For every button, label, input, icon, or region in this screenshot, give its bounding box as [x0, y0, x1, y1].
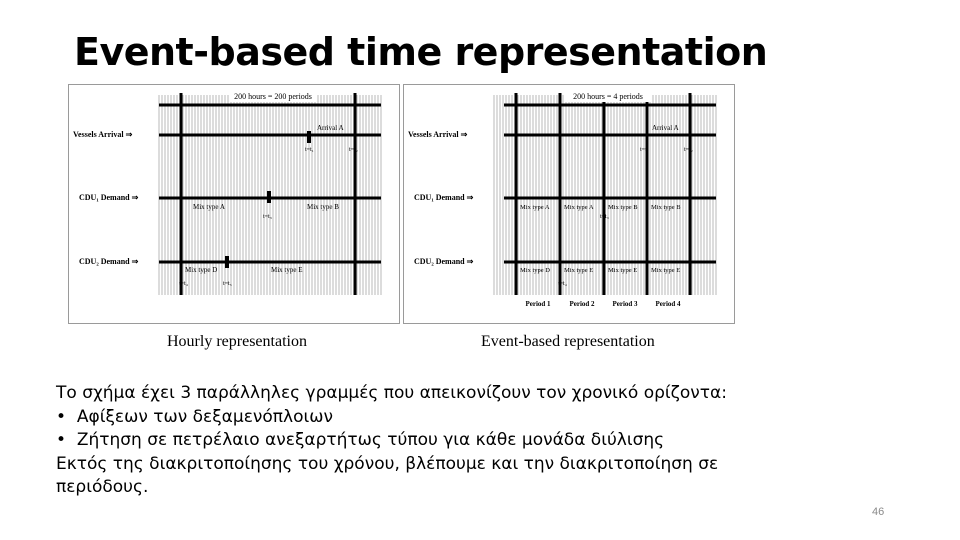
mix-label-p1: Mix type D	[520, 267, 550, 274]
mix-label-p4: Mix type B	[651, 204, 681, 211]
vessels-arrival-label: Vessels Arrival ⇒	[408, 130, 468, 139]
t4-label: t=t₄	[558, 281, 567, 287]
period-2-label: Period 2	[569, 300, 595, 308]
t1-label: t=t₁	[640, 147, 649, 153]
slide-number: 46	[872, 506, 885, 518]
slide-body	[56, 382, 856, 500]
cdu2-demand-label: CDU₂ Demand ⇒	[414, 257, 474, 266]
intro-text: Το σχήμα έχει 3 παράλληλες γραμμές που απεικονίζουν τον χρονικό ορίζοντα:	[56, 383, 727, 403]
t5-label: t=t₅	[223, 281, 232, 287]
t2-label: t=t₂	[349, 147, 358, 153]
cdu2-marker	[225, 256, 229, 268]
mix-label-p3: Mix type B	[608, 204, 638, 211]
mix-type-b-label: Mix type B	[307, 203, 339, 211]
t3-label: t=t₃	[263, 214, 272, 220]
t4-label: t=t₄	[179, 281, 188, 287]
bullet-item: • Ζήτηση σε πετρέλαιο ανεξαρτήτως τύπου για κάθε μονάδα διύλισης	[56, 430, 665, 450]
mix-label-p4: Mix type E	[651, 267, 681, 274]
mix-type-d-label: Mix type D	[185, 266, 218, 274]
t1-label: t=t₁	[305, 147, 314, 153]
arrival-marker	[307, 131, 311, 143]
hourly-diagram	[69, 85, 399, 323]
period-1-label: Period 1	[525, 300, 551, 308]
top-label: 200 hours = 200 periods	[234, 92, 312, 101]
t3-label: t=t₃	[600, 214, 609, 220]
period-3-label: Period 3	[612, 300, 638, 308]
event-based-representation-figure	[403, 84, 735, 324]
hourly-representation-figure	[68, 84, 400, 324]
conclusion-line-1: Εκτός της διακριτοποίησης του χρόνου, βλέπουμε και την διακριτοποίηση σε	[56, 453, 719, 474]
event-based-diagram	[404, 85, 734, 323]
cdu1-demand-label: CDU₁ Demand ⇒	[414, 193, 474, 202]
mix-label-p2: Mix type A	[564, 204, 594, 211]
mix-label-p1: Mix type A	[520, 204, 550, 211]
event-based-caption: Event-based representation	[481, 333, 655, 350]
arrival-a-label: Arrival A	[317, 124, 344, 132]
mix-type-e-label: Mix type E	[271, 266, 303, 274]
vessels-arrival-label: Vessels Arrival ⇒	[73, 130, 133, 139]
slide-title: Event-based time representation	[74, 30, 768, 74]
bullet-item: • Αφίξεων των δεξαμενόπλοιων	[56, 406, 333, 427]
arrival-a-label: Arrival A	[652, 124, 679, 132]
cdu2-demand-label: CDU₂ Demand ⇒	[79, 257, 139, 266]
conclusion-line-2: περιόδους.	[56, 477, 149, 497]
mix-type-a-label: Mix type A	[193, 203, 225, 211]
cdu1-demand-label: CDU₁ Demand ⇒	[79, 193, 139, 202]
t2-label: t=t₂	[684, 147, 693, 153]
hourly-caption: Hourly representation	[167, 333, 307, 350]
mix-label-p2: Mix type E	[564, 267, 594, 274]
top-label: 200 hours = 4 periods	[573, 92, 643, 101]
cdu1-marker	[267, 191, 271, 203]
period-4-label: Period 4	[655, 300, 681, 308]
mix-label-p3: Mix type E	[608, 267, 638, 274]
